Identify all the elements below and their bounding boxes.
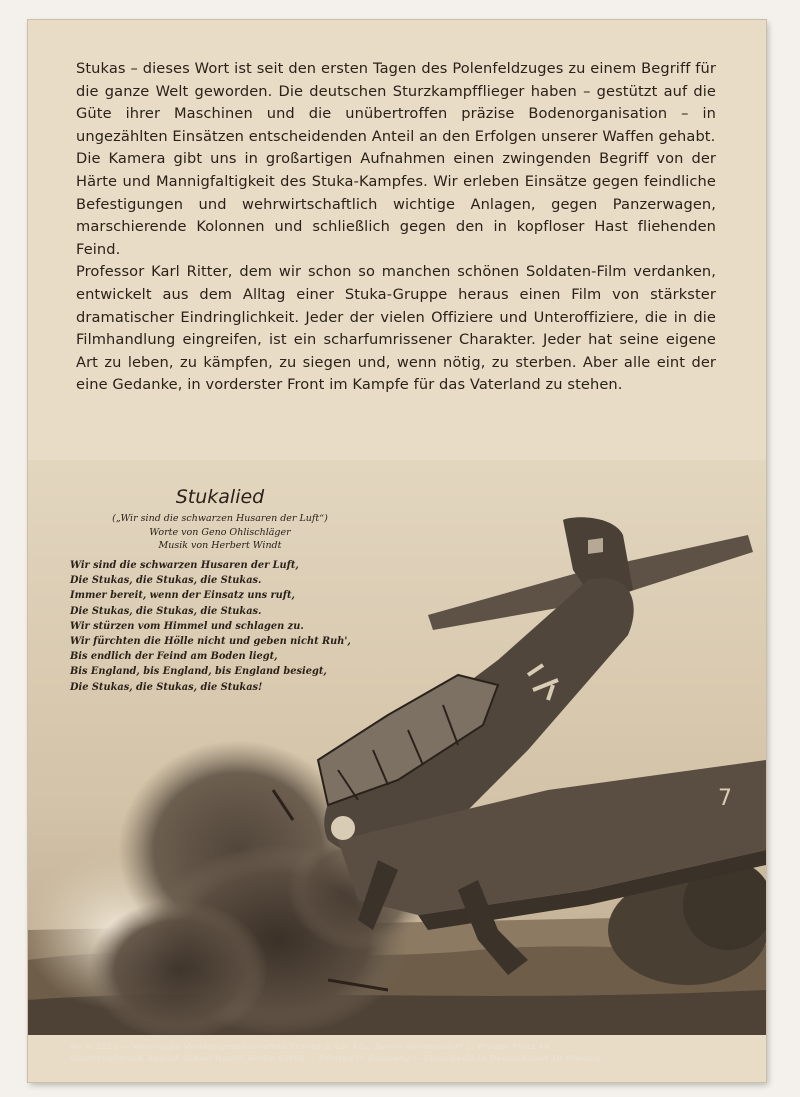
intro-text [76, 58, 716, 397]
intro-paragraph-2: Die Kamera gibt uns in großartigen Aufnahmen einen zwingenden Begriff von der Härte und Mannigfaltigkeit des Stuka-Kampfes. Wir erleben Einsätze gegen feindliche Befestigungen und wehrwirtschaftlich wichtige Anlagen, gegen Panzerwagen, marschierende Kolonnen und schließlich gegen den in kopfloser Hast fliehenden Feind. [76, 150, 716, 258]
song-line: Die Stukas, die Stukas, die Stukas. [70, 605, 262, 617]
song-line: Bis endlich der Feind am Boden liegt, [70, 651, 278, 663]
program-sheet [28, 20, 766, 1082]
song-title: Stukalied [175, 486, 265, 508]
song-subtitle: („Wir sind die schwarzen Husaren der Luft“) [112, 513, 328, 524]
imprint-footer [70, 1040, 750, 1064]
song-line: Die Stukas, die Stukas, die Stukas! [70, 681, 263, 693]
song-line: Die Stukas, die Stukas, die Stukas. [70, 575, 262, 587]
song-line: Immer bereit, wenn der Einsatz uns ruft, [70, 590, 295, 602]
song-block [70, 486, 430, 695]
imprint-line-1: Nr. K 3212 — Vereinigte Verlagsgesellschaften Franke & Co. KG., Berlin-Wilmersdorf 1, Prager Platz 4a [70, 1041, 550, 1051]
song-line: Wir sind die schwarzen Husaren der Luft, [70, 560, 299, 571]
intro-paragraph-3: Professor Karl Ritter, dem wir schon so manchen schönen Soldaten-Film verdanken, entwickelt aus dem Alltag einer Stuka-Gruppe heraus einen Film von stärkster dramatischer Eindringlichkeit. Jeder der vielen Offiziere und Unteroffiziere, die in die Filmhandlung eingreifen, ist ein scharfumrissener Charakter. Jeder hat seine eigene Art zu leben, zu kämpfen, zu siegen und, wenn nötig, zu sterben. Aber alle eint der eine Gedanke, in vorderster Front im Kampfe für das Vaterland zu stehen. [76, 263, 716, 394]
song-line: Wir fürchten die Hölle nicht und geben nicht Ruh', [70, 636, 351, 648]
song-line: Bis England, bis England, bis England besiegt, [70, 666, 327, 678]
lyrics-credit: Worte von Geno Ohlischläger [149, 527, 291, 538]
intro-paragraph-1: Stukas – dieses Wort ist seit den ersten Tagen des Polenfeldzuges zu einem Begriff für die ganze Welt geworden. Die deutschen Sturzkampfflieger haben – gestützt auf die Güte ihrer Maschinen und die unübertroffen präzise Bodenorganisation – in ungezählten Einsätzen entscheidenden Anteil an den Erfolgen unserer Waffen gehabt. [76, 60, 716, 145]
imprint-line-2: Kupfertiefdruck August Scherl Nachf. Berlin SW68 — Printed in Germany — Einzelpreis in Deutschland 10 Pfennig [70, 1053, 602, 1063]
fuselage-marking: 7 [718, 786, 732, 811]
song-credits [70, 526, 370, 552]
song-line: Wir stürzen vom Himmel und schlagen zu. [70, 620, 304, 632]
song-lyrics [70, 558, 430, 695]
music-credit: Musik von Herbert Windt [158, 540, 282, 551]
